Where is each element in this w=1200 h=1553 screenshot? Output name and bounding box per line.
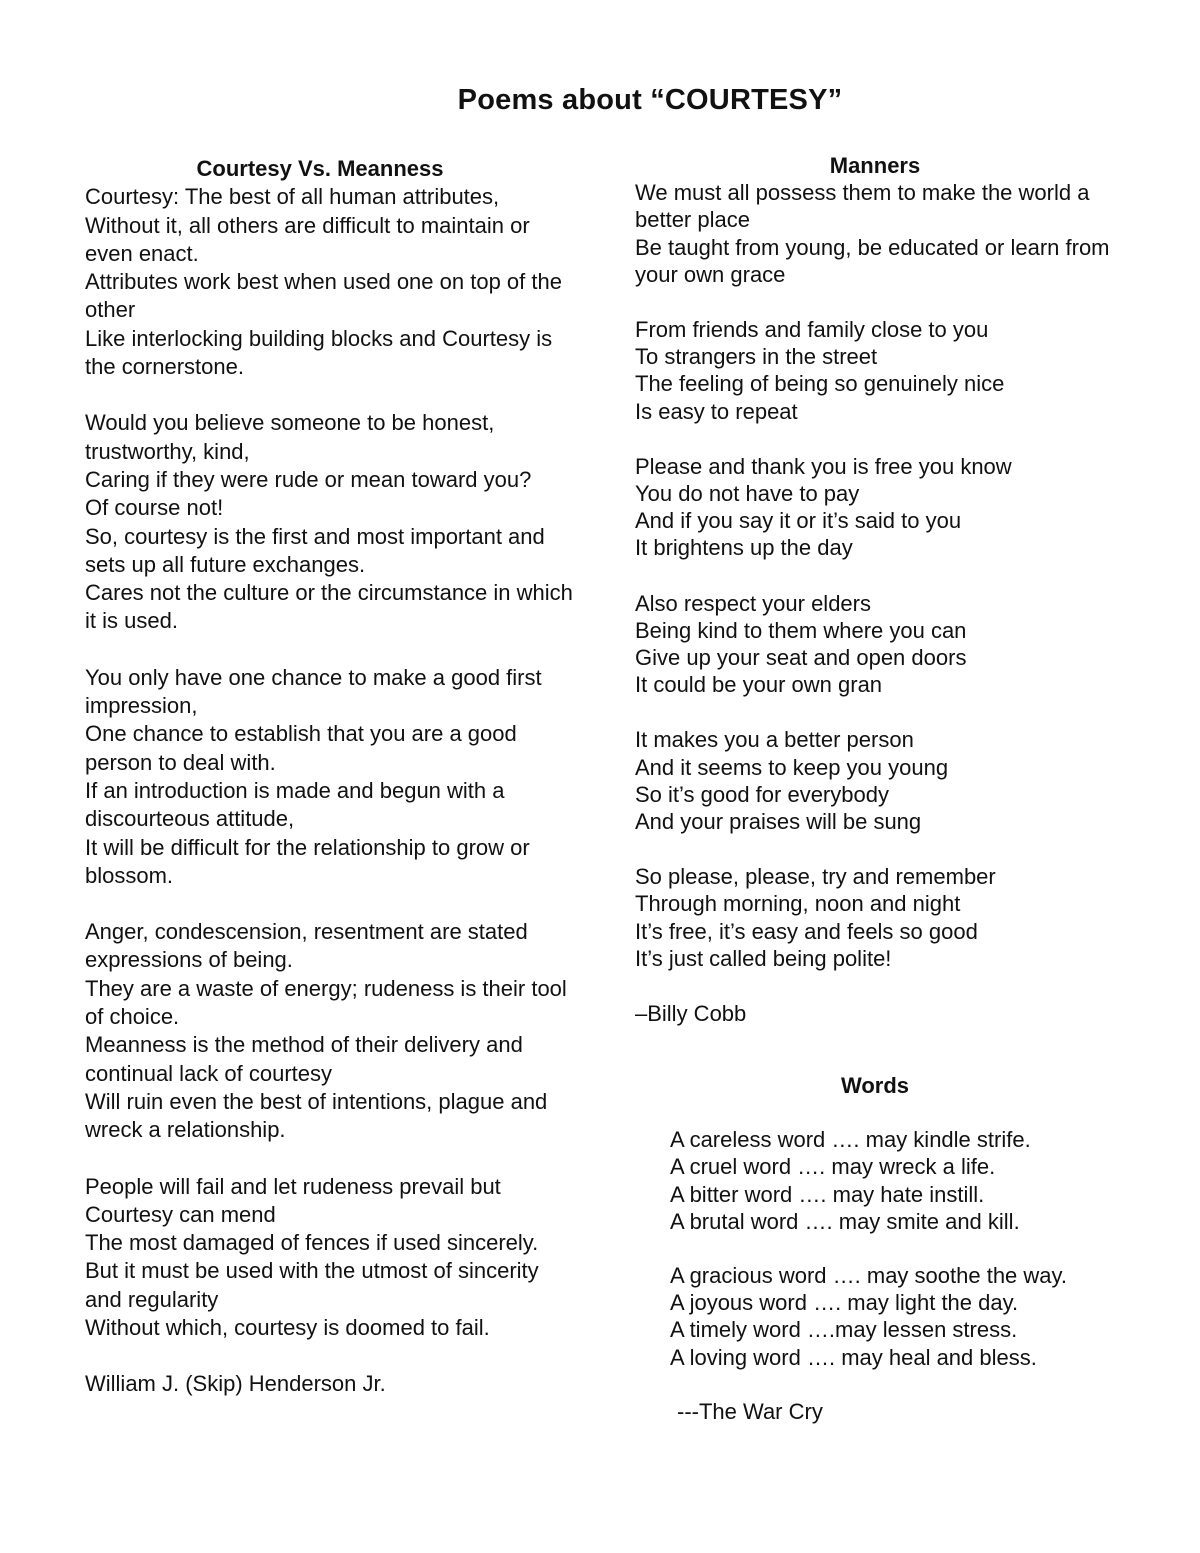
poem-line: A brutal word …. may smite and kill. — [670, 1208, 1020, 1234]
stanza — [635, 179, 1135, 288]
stanza — [635, 316, 1135, 425]
poem-line: To strangers in the street — [635, 344, 878, 370]
poem-words — [635, 1072, 1115, 1425]
stanza — [85, 183, 575, 381]
poem-line: Meanness is the method of their delivery and continual lack of courtesy — [85, 1032, 523, 1086]
poem-line: A timely word ….may lessen stress. — [670, 1317, 1018, 1343]
poem-manners — [635, 152, 1135, 1027]
poem-line: A loving word …. may heal and bless. — [670, 1344, 1037, 1370]
poem-line: We must all possess them to make the world a better place — [635, 180, 1090, 233]
poem-line: And it seems to keep you young — [635, 754, 949, 780]
poem-line: It’s free, it’s easy and feels so good — [635, 918, 978, 944]
poem-line: A bitter word …. may hate instill. — [670, 1181, 985, 1207]
poem-line: People will fail and let rudeness prevail but Courtesy can mend — [85, 1173, 501, 1227]
stanza — [635, 590, 1135, 699]
poem-line: So please, please, try and remember — [635, 864, 996, 890]
poem-line: And your praises will be sung — [635, 809, 922, 835]
poem-line: It makes you a better person — [635, 727, 914, 753]
poem-line: Would you believe someone to be honest, trustworthy, kind, — [85, 410, 495, 464]
poem-author: ---The War Cry — [677, 1398, 823, 1424]
stanza — [635, 726, 1135, 835]
poem-line: Please and thank you is free you know — [635, 453, 1012, 479]
poem-line: Without it, all others are difficult to maintain or even enact. — [85, 212, 530, 266]
poem-line: The most damaged of fences if used sincerely. — [85, 1230, 539, 1256]
stanza — [85, 409, 575, 635]
poem-line: Of course not! — [85, 495, 224, 521]
poem-line: Anger, condescension, resentment are stated expressions of being. — [85, 919, 528, 973]
poem-line: A gracious word …. may soothe the way. — [670, 1263, 1067, 1289]
poem-line: It could be your own gran — [635, 672, 883, 698]
poem-line: And if you say it or it’s said to you — [635, 508, 962, 534]
poem-line: Is easy to repeat — [635, 398, 798, 424]
poem-line: Give up your seat and open doors — [635, 645, 967, 671]
poem-line: Through morning, noon and night — [635, 891, 961, 917]
poem-title: Words — [840, 1073, 910, 1098]
poem-courtesy-vs-meanness — [85, 155, 575, 1399]
poem-line: They are a waste of energy; rudeness is their tool of choice. — [85, 975, 567, 1030]
poem-line: A joyous word …. may light the day. — [670, 1290, 1019, 1316]
page-title: Poems about “COURTESY” — [457, 84, 843, 116]
poem-line: It will be difficult for the relationship to grow or blossom. — [85, 834, 530, 888]
poem-line: Be taught from young, be educated or learn from your own grace — [635, 234, 1110, 287]
poem-title: Courtesy Vs. Meanness — [196, 156, 444, 181]
poem-line: Without which, courtesy is doomed to fail. — [85, 1314, 490, 1340]
stanza — [635, 453, 1135, 562]
poem-line: It brightens up the day — [635, 535, 853, 561]
poem-line: Attributes work best when used one on top of the other — [85, 269, 562, 323]
poem-line: A cruel word …. may wreck a life. — [670, 1154, 996, 1180]
poem-line: From friends and family close to you — [635, 317, 989, 343]
stanza — [85, 664, 575, 890]
poem-line: Caring if they were rude or mean toward you? — [85, 466, 532, 492]
poem-line: You do not have to pay — [635, 481, 860, 507]
poem-line: Also respect your elders — [635, 590, 871, 616]
poem-line: You only have one chance to make a good first impression, — [85, 664, 542, 719]
poem-line: Like interlocking building blocks and Courtesy is the cornerstone. — [85, 325, 553, 380]
poem-line: A careless word …. may kindle strife. — [670, 1127, 1031, 1153]
stanza — [635, 863, 1135, 972]
poem-line: One chance to establish that you are a good person to deal with. — [85, 721, 517, 775]
poem-line: The feeling of being so genuinely nice — [635, 371, 1005, 397]
stanza — [85, 918, 575, 1144]
stanza — [670, 1262, 1115, 1371]
poem-body — [635, 1126, 1115, 1371]
poem-line: So it’s good for everybody — [635, 781, 889, 807]
poem-line: Cares not the culture or the circumstance in which it is used. — [85, 580, 573, 634]
poem-title: Manners — [829, 153, 921, 178]
poem-line: Courtesy: The best of all human attributes, — [85, 184, 500, 210]
poem-author: –Billy Cobb — [635, 1001, 747, 1027]
poem-line: Will ruin even the best of intentions, plague and wreck a relationship. — [85, 1088, 548, 1143]
stanza — [670, 1126, 1115, 1235]
poem-line: So, courtesy is the first and most important and sets up all future exchanges. — [85, 523, 545, 577]
poem-line: It’s just called being polite! — [635, 945, 892, 971]
stanza — [85, 1173, 575, 1343]
poem-author: William J. (Skip) Henderson Jr. — [85, 1371, 386, 1397]
poem-line: But it must be used with the utmost of sincerity and regularity — [85, 1258, 539, 1312]
poem-line: If an introduction is made and begun with a discourteous attitude, — [85, 777, 505, 832]
poem-line: Being kind to them where you can — [635, 617, 967, 643]
